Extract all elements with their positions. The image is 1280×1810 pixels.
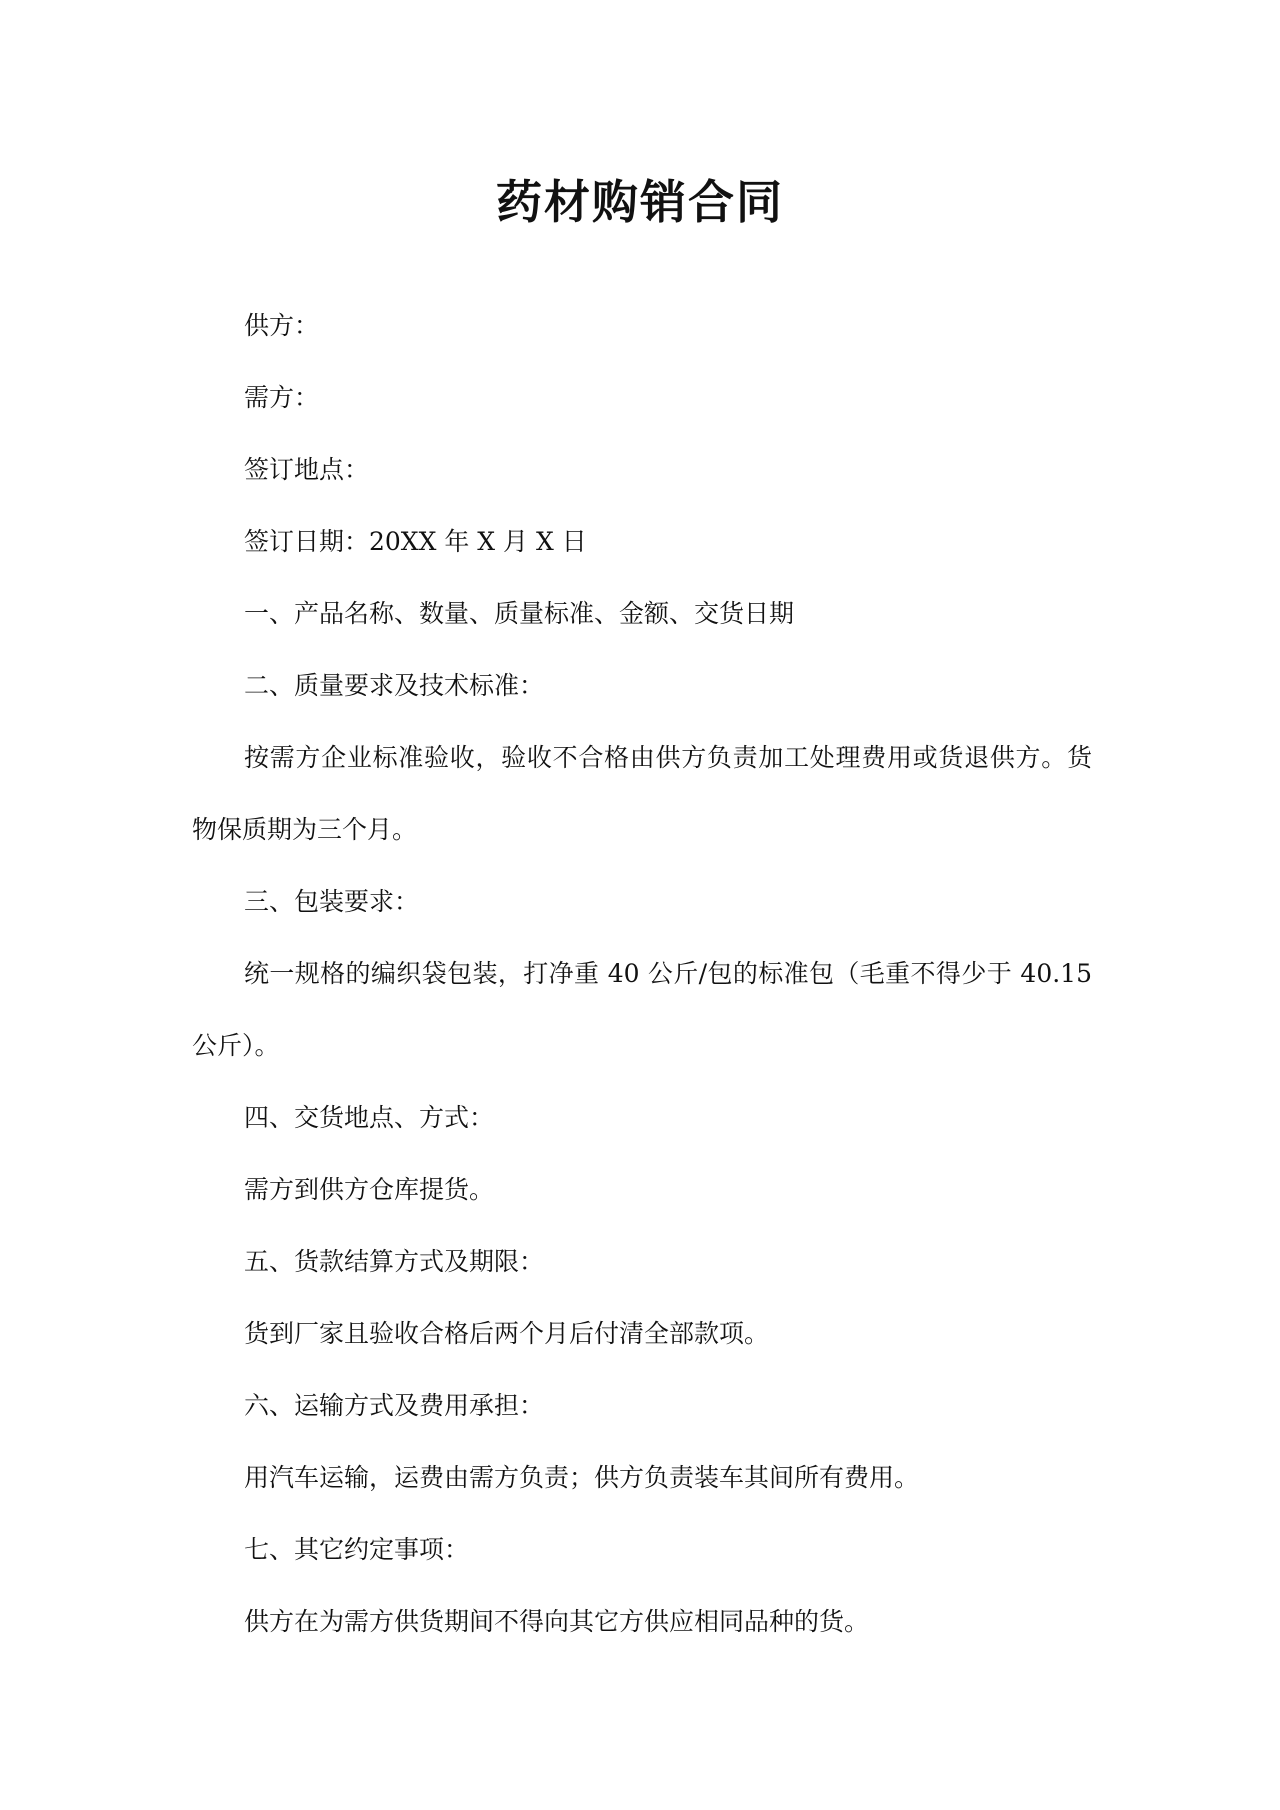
signing-place-line: 签订地点： (244, 455, 370, 484)
section-5-text: 货到厂家且验收合格后两个月后付清全部款项。 (244, 1319, 770, 1348)
section-1-heading: 一、产品名称、数量、质量标准、金额、交货日期 (244, 599, 795, 628)
buyer-line: 需方： (244, 383, 320, 412)
signing-date-line: 签订日期：20XX 年 X 月 X 日 (244, 527, 587, 556)
section-4-text: 需方到供方仓库提货。 (244, 1175, 495, 1204)
section-6-heading: 六、运输方式及费用承担： (244, 1391, 545, 1420)
section-2-text: 按需方企业标准验收，验收不合格由供方负责加工处理费用或货退供方。货物保质期为三个月。 (192, 743, 1092, 844)
section-7-heading: 七、其它约定事项： (244, 1535, 470, 1564)
section-7-text: 供方在为需方供货期间不得向其它方供应相同品种的货。 (244, 1607, 870, 1636)
section-2-heading: 二、质量要求及技术标准： (244, 671, 545, 700)
section-6-text: 用汽车运输，运费由需方负责；供方负责装车其间所有费用。 (244, 1463, 920, 1492)
document-body (192, 290, 1092, 1658)
section-4-heading: 四、交货地点、方式： (244, 1103, 495, 1132)
section-3-text: 统一规格的编织袋包装，打净重 40 公斤/包的标准包（毛重不得少于 40.15 公斤）。 (192, 959, 1092, 1060)
supplier-line: 供方： (244, 311, 320, 340)
section-5-heading: 五、货款结算方式及期限： (244, 1247, 545, 1276)
document-title: 药材购销合同 (496, 175, 784, 229)
section-3-heading: 三、包装要求： (244, 887, 420, 916)
